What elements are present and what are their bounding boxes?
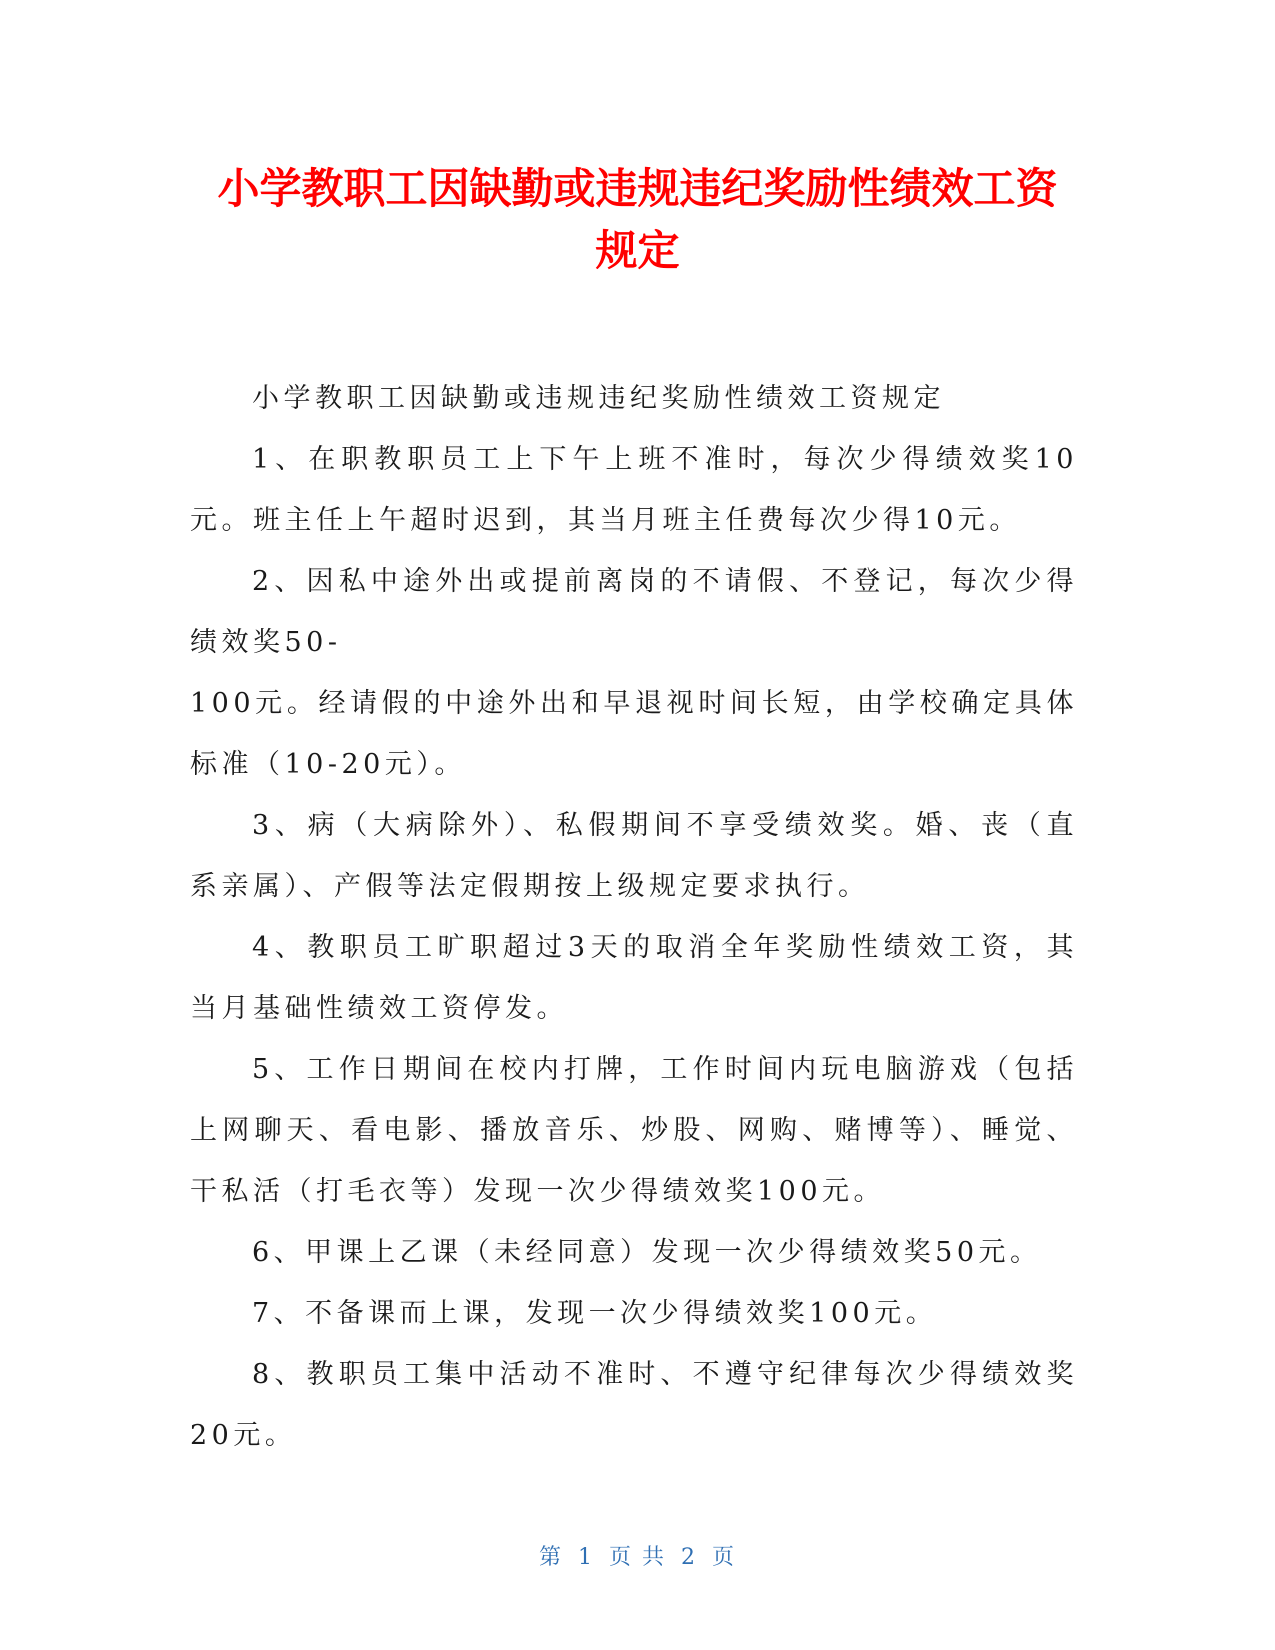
paragraph-item-5: 5、工作日期间在校内打牌，工作时间内玩电脑游戏（包括上网聊天、看电影、播放音乐、炒股、网购、赌博等）、睡觉、干私活（打毛衣等）发现一次少得绩效奖100元。 (190, 1054, 1078, 1207)
paragraph-item-3: 3、病（大病除外）、私假期间不享受绩效奖。婚、丧（直系亲属）、产假等法定假期按上级规定要求执行。 (190, 810, 1078, 902)
document-title (180, 158, 1095, 282)
footer-label-of: 页 共 (609, 1545, 666, 1570)
paragraph-item-6: 6、甲课上乙课（未经同意）发现一次少得绩效奖50元。 (252, 1237, 1042, 1268)
paragraph-item-4: 4、教职员工旷职超过3天的取消全年奖励性绩效工资，其当月基础性绩效工资停发。 (190, 932, 1078, 1024)
document-heading: 小学教职工因缺勤或违规违纪奖励性绩效工资规定 (252, 383, 945, 414)
paragraph-item-2-continued: 100元。经请假的中途外出和早退视时间长短，由学校确定具体标准（10-20元）。 (190, 688, 1078, 780)
document-body (190, 368, 1078, 1466)
paragraph-item-2: 2、因私中途外出或提前离岗的不请假、不登记，每次少得绩效奖50- (190, 566, 1078, 658)
footer-label-page: 第 (538, 1545, 563, 1570)
document-title-line-2: 规定 (595, 226, 680, 275)
document-title-line-1: 小学教职工因缺勤或违规违纪奖励性绩效工资 (217, 164, 1058, 213)
paragraph-item-7: 7、不备课而上课，发现一次少得绩效奖100元。 (252, 1298, 938, 1329)
paragraph-item-8: 8、教职员工集中活动不准时、不遵守纪律每次少得绩效奖20元。 (190, 1359, 1078, 1451)
page-footer (0, 1540, 1275, 1571)
footer-label-end: 页 (712, 1545, 737, 1570)
paragraph-item-1: 1、在职教职员工上下午上班不准时，每次少得绩效奖10元。班主任上午超时迟到，其当月班主任费每次少得10元。 (190, 444, 1078, 536)
footer-total-pages: 2 (681, 1545, 697, 1570)
footer-current-page: 1 (578, 1545, 594, 1570)
